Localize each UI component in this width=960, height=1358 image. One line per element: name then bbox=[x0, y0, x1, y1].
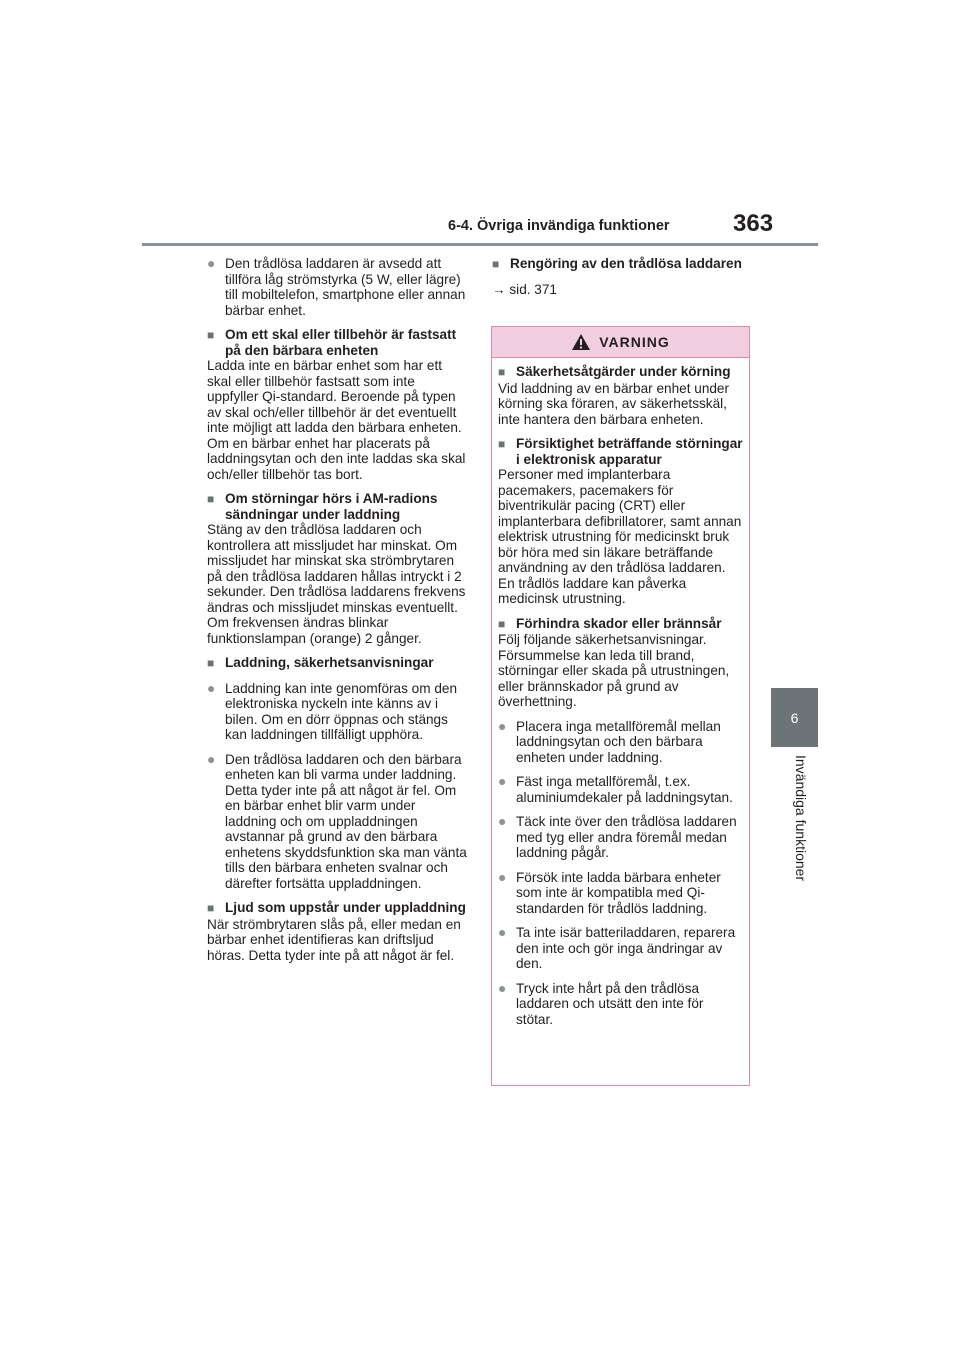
page-reference-text: sid. 371 bbox=[509, 281, 557, 297]
bullet-icon: ● bbox=[207, 750, 216, 767]
bullet-text: Den trådlösa laddaren och den bärbara enheten kan bli varma under laddning. bbox=[225, 751, 462, 782]
bullet-icon: ● bbox=[207, 255, 216, 271]
subheading-text: Laddning, säkerhetsanvisningar bbox=[225, 655, 434, 670]
subheading bbox=[492, 256, 750, 273]
bullet-icon: ● bbox=[498, 868, 507, 885]
square-bullet-icon: ■ bbox=[207, 492, 215, 506]
chapter-tab[interactable] bbox=[771, 688, 818, 747]
section-title: 6-4. Övriga invändiga funktioner bbox=[448, 218, 670, 234]
subheading-text: Om ett skal eller tillbehör är fastsatt på den bärbara enheten bbox=[225, 327, 457, 358]
bullet-text: Ta inte isär batteriladdaren, reparera den inte och gör inga ändringar av den. bbox=[516, 925, 736, 971]
list-item bbox=[498, 719, 743, 766]
subheading-text: Säkerhetsåtgärder under körning bbox=[516, 364, 731, 379]
left-column bbox=[207, 256, 469, 963]
page-reference[interactable] bbox=[492, 282, 750, 298]
subheading-text: Om störningar hörs i AM-radions sändningar under laddning bbox=[225, 491, 438, 522]
subheading bbox=[207, 655, 469, 672]
paragraph: Ladda inte en bärbar enhet som har ett skal eller tillbehör fastsatt som inte uppfyller Qi-standard. Beroende på typen av skal och/eller tillbehör är det eventuellt inte möjligt att ladda den bärbara enheten. Om en bärbar enhet har placerats på laddningsytan och den inte laddas ska skal och/eller tillbehör tas bort. bbox=[207, 358, 466, 482]
right-column bbox=[492, 256, 750, 297]
bullet-text-block bbox=[225, 752, 469, 892]
subheading bbox=[207, 491, 469, 522]
list-item bbox=[498, 774, 743, 805]
bullet-text: Den trådlösa laddaren är avsedd att tillföra låg strömstyrka (5 W, eller lägre) till mobiltelefon, smartphone eller annan bärbar enhet. bbox=[225, 256, 466, 318]
subheading bbox=[207, 327, 469, 358]
warning-box bbox=[491, 326, 750, 1086]
paragraph: Vid laddning av en bärbar enhet under körning ska föraren, av säkerhetsskäl, inte hantera den bärbara enheten. bbox=[498, 380, 730, 427]
bullet-icon: ● bbox=[498, 813, 507, 829]
page-number: 363 bbox=[733, 210, 774, 237]
bullet-text: Försök inte ladda bärbara enheter som inte är kompatibla med Qi-standarden för trådlös laddning. bbox=[516, 869, 721, 916]
arrow-icon: → bbox=[492, 281, 506, 297]
bullet-icon: ● bbox=[498, 773, 507, 789]
subheading bbox=[498, 364, 743, 381]
square-bullet-icon: ■ bbox=[207, 656, 215, 670]
square-bullet-icon: ■ bbox=[498, 437, 506, 451]
bullet-icon: ● bbox=[498, 717, 507, 734]
list-item bbox=[498, 925, 743, 972]
subheading bbox=[207, 900, 469, 917]
warning-body bbox=[492, 358, 749, 1027]
bullet-text: Täck inte över den trådlösa laddaren med tyg eller andra föremål medan laddning pågår. bbox=[516, 814, 737, 860]
bullet-text: Laddning kan inte genomföras om den elektroniska nyckeln inte känns av i bilen. Om en dörr öppnas och stängs kan laddningen tillfälligt upphöra. bbox=[225, 680, 458, 742]
list-item bbox=[498, 814, 743, 861]
subheading-text: Rengöring av den trådlösa laddaren bbox=[510, 256, 742, 271]
bullet-text-continued: Detta tyder inte på att något är fel. Om en bärbar enhet blir varm under laddning och om uppladdningen avstannar på grund av den bärbara enhetens skyddsfunktion ska man vänta tills den bärbara enheten svalnar och därefter fortsätta uppladdningen. bbox=[225, 782, 467, 891]
bullet-text: Tryck inte hårt på den trådlösa laddaren och utsätt den inte för stötar. bbox=[516, 980, 704, 1027]
subheading-text: Ljud som uppstår under uppladdning bbox=[225, 900, 466, 915]
list-item bbox=[207, 752, 469, 892]
list-item bbox=[498, 870, 743, 917]
subheading-text: Försiktighet beträffande störningar i elektronisk apparatur bbox=[516, 436, 743, 467]
warning-title: VARNING bbox=[599, 334, 670, 350]
bullet-text: Placera inga metallföremål mellan laddningsytan och den bärbara enheten under laddning. bbox=[516, 718, 721, 765]
list-item bbox=[207, 681, 469, 743]
square-bullet-icon: ■ bbox=[498, 365, 506, 379]
paragraph: Följ följande säkerhetsanvisningar. Försummelse kan leda till brand, störningar eller skada på utrustningen, eller brännskador på grund av överhettning. bbox=[498, 632, 730, 709]
square-bullet-icon: ■ bbox=[492, 257, 500, 271]
square-bullet-icon: ■ bbox=[207, 901, 215, 915]
bullet-icon: ● bbox=[498, 924, 507, 940]
square-bullet-icon: ■ bbox=[207, 328, 215, 342]
chapter-label: Invändiga funktioner bbox=[793, 755, 809, 882]
subheading bbox=[498, 616, 743, 633]
bullet-icon: ● bbox=[498, 979, 507, 996]
subheading bbox=[498, 436, 743, 467]
chapter-number: 6 bbox=[790, 709, 799, 726]
bullet-text: Fäst inga metallföremål, t.ex. aluminiumdekaler på laddningsytan. bbox=[516, 774, 733, 805]
paragraph: Stäng av den trådlösa laddaren och kontrollera att missljudet har minskat. Om missljudet har minskat ska strömbrytaren på den trådlösa laddaren hållas intryckt i 2 sekunder. Den trådlösa laddarens frekvens ändras och missljudet minskas eventuellt. Om frekvensen ändras blinkar funktionslampan (orange) 2 gånger. bbox=[207, 522, 466, 646]
header-divider bbox=[142, 243, 818, 246]
bullet-icon: ● bbox=[207, 679, 216, 696]
paragraph: När strömbrytaren slås på, eller medan en bärbar enhet identifieras kan driftsljud höras. Detta tyder inte på att något är fel. bbox=[207, 916, 461, 963]
list-item bbox=[498, 981, 743, 1028]
subheading-text: Förhindra skador eller brännsår bbox=[516, 615, 722, 631]
warning-header bbox=[492, 327, 749, 358]
paragraph: Personer med implanterbara pacemakers, pacemakers för biventrikulär pacing (CRT) eller implanterbara defibrillatorer, samt annan elektrisk utrustning för medicinskt bruk bör höra med sin läkare beträffande användning av den trådlösa laddaren. En trådlös laddare kan påverka medicinsk utrustning. bbox=[498, 467, 742, 606]
square-bullet-icon: ■ bbox=[498, 616, 506, 631]
warning-triangle-icon bbox=[571, 333, 591, 351]
list-item bbox=[207, 256, 469, 318]
